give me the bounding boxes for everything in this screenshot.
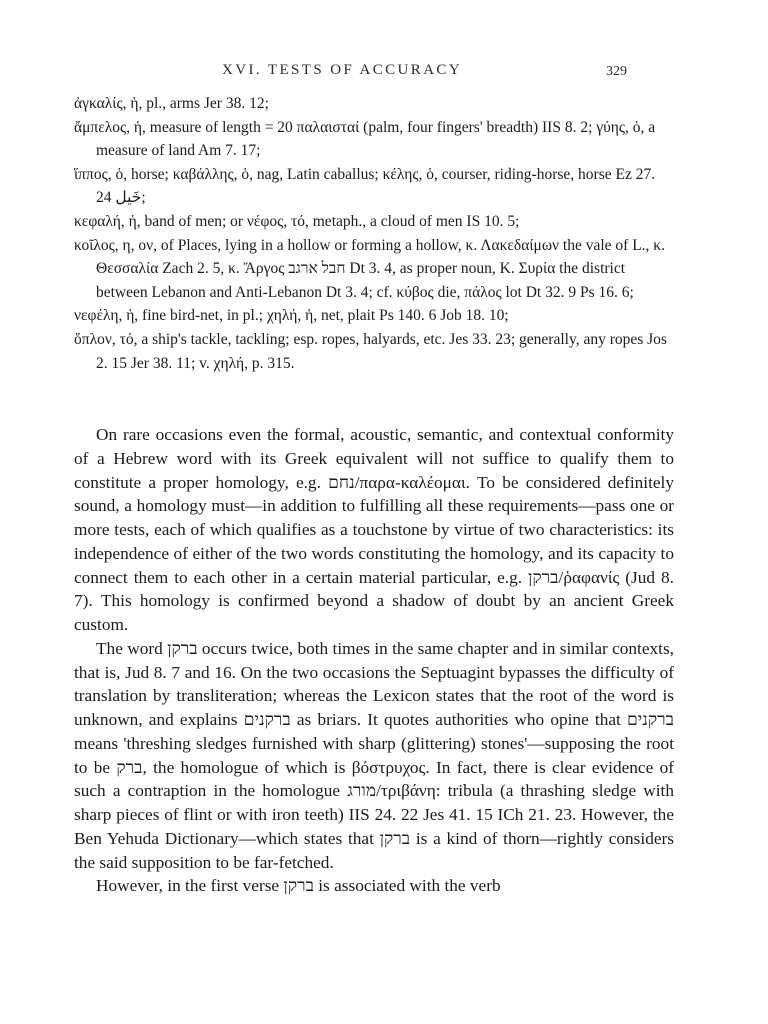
lexicon-entry: ὅπλον, τό, a ship's tackle, tackling; esp. ropes, halyards, etc. Jes 33. 23; generally, any ropes Jos 2. 15 Jer 38. 11; v. χηλή, p. 315.: [74, 330, 667, 372]
running-head: [0, 62, 768, 84]
page-number: 329: [606, 64, 627, 79]
body-text: [74, 423, 674, 898]
lexicon-entry: νεφέλη, ἡ, fine bird-net, in pl.; χηλή, ἡ, net, plait Ps 140. 6 Job 18. 10;: [74, 307, 509, 325]
lexicon-entries: [74, 92, 674, 375]
lexicon-entry: ἵππος, ὁ, horse; καβάλλης, ὁ, nag, Latin caballus; κέλης, ὁ, courser, riding-horse, horse Ez 27. 24 خَيل;: [74, 165, 656, 207]
body-paragraph: On rare occasions even the formal, acoustic, semantic, and contextual conformity of a Hebrew word with its Greek equivalent will not suffice to qualify them to constitute a proper homology, e.g. נחם/παρα-καλέομαι. To be considered definitely sound, a homology must—in addition to fulfilling all these requirements—pass one or more tests, each of which qualifies as a touchstone by virtue of two characteristics: its independence of either of the two words constituting the homology, and its capacity to connect them to each other in a certain material particular, e.g. ברקן/ῥαφανίς (Jud 8. 7). This homology is confirmed beyond a shadow of doubt by an ancient Greek custom.: [74, 425, 674, 634]
lexicon-entry: ἄμπελος, ἡ, measure of length = 20 παλαισταί (palm, four fingers' breadth) IIS 8. 2; γύης, ὁ, a measure of land Am 7. 17;: [74, 118, 656, 160]
lexicon-entry: ἀγκαλίς, ἡ, pl., arms Jer 38. 12;: [74, 95, 269, 112]
lexicon-entry: κεφαλή, ἡ, band of men; or νέφος, τό, metaph., a cloud of men IS 10. 5;: [74, 212, 520, 230]
running-title: XVI. TESTS OF ACCURACY: [222, 62, 463, 78]
body-paragraph: The word ברקן occurs twice, both times in the same chapter and in similar contexts, that is, Jud 8. 7 and 16. On the two occasions the Septuagint bypasses the difficulty of translation by transliteration; whereas the Lexicon states that the root of the word is unknown, and explains ברקנים as briars. It quotes authorities who opine that ברקנים means 'threshing sledges furnished with sharp (glittering) stones'—supposing the root to be ברק, the homologue of which is βόστρυχος. In fact, there is clear evidence of such a contraption in the homologue מורג/τριβάνη: tribula (a thrashing sledge with sharp pieces of flint or with iron teeth) IIS 24. 22 Jes 41. 15 ICh 21. 23. However, the Ben Yehuda Dictionary—which states that ברקן is a kind of thorn—rightly considers the said supposition to be far-fetched.: [74, 638, 675, 872]
lexicon-entry: κοῖλος, η, ον, of Places, lying in a hollow or forming a hollow, κ. Λακεδαίμων the vale of L., κ. Θεσσαλία Zach 2. 5, κ. Ἄργος חבל ארגב Dt 3. 4, as proper noun, Κ. Συρία the district between Lebanon and Anti-Lebanon Dt 3. 4; cf. κύβος die, πάλος lot Dt 32. 9 Ps 16. 6;: [74, 236, 665, 301]
body-paragraph: However, in the first verse ברקן is associated with the verb: [96, 876, 501, 896]
